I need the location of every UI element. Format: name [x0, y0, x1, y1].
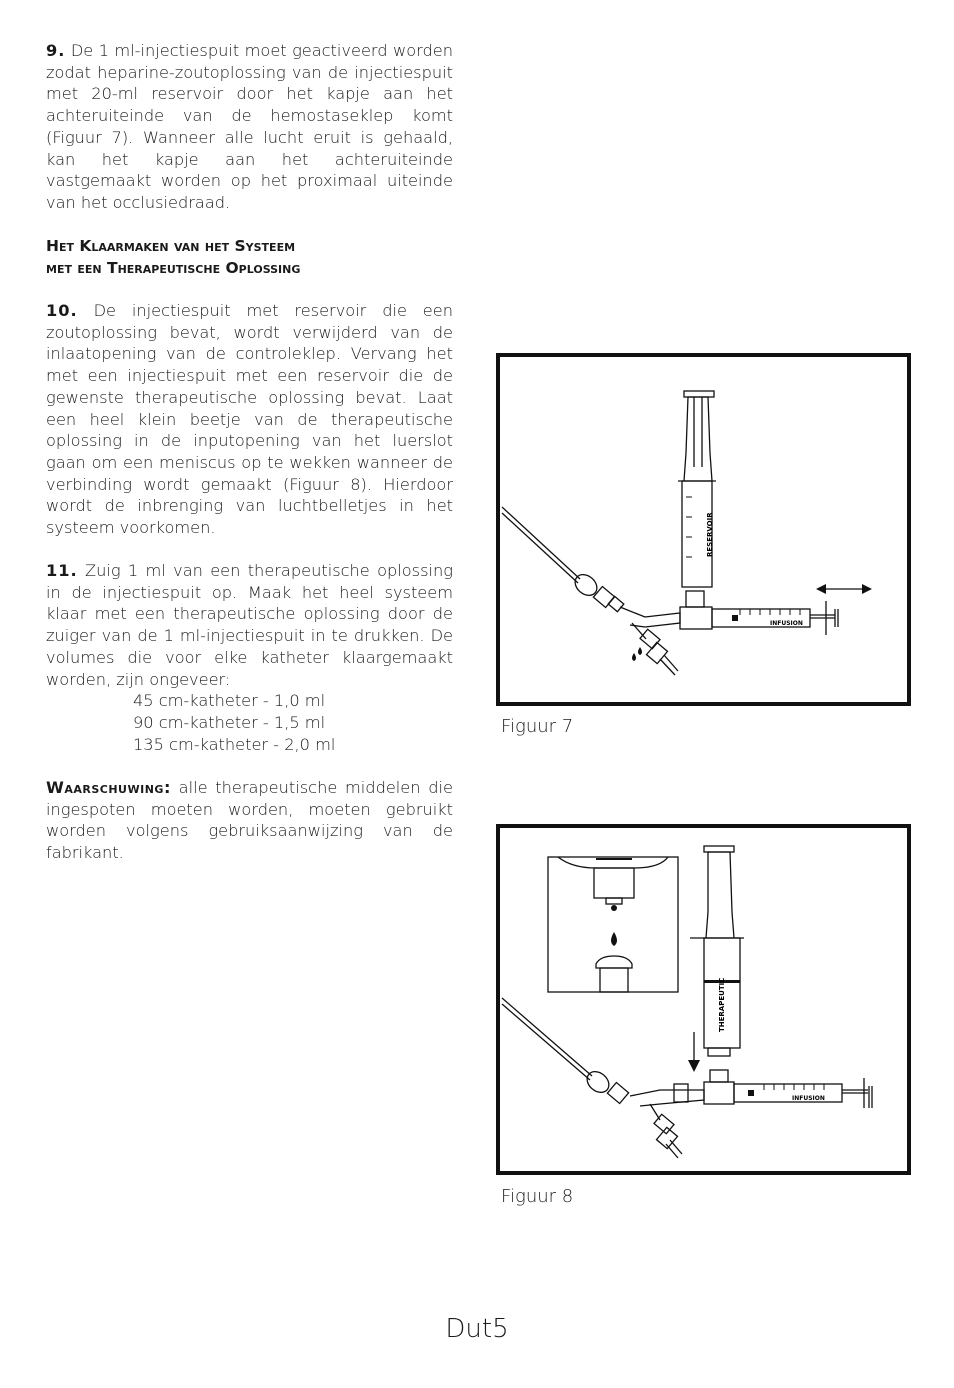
infusion-label-fig7: INFUSION — [770, 620, 803, 627]
heading-line-2: met een Therapeutische Oplossing — [46, 258, 301, 277]
section-heading — [46, 236, 453, 279]
volume-item: 90 cm-katheter - 1,5 ml — [133, 712, 326, 732]
step-10-number: 10. — [46, 301, 78, 320]
step-10-block — [46, 300, 453, 539]
warning-title: Waarschuwing: — [46, 778, 171, 797]
step-9 — [46, 40, 453, 214]
warning-block — [46, 777, 453, 864]
step-11-block — [46, 560, 453, 755]
warning-text: alle therapeutische middelen die ingespoten moeten worden, moeten gebruikt worden volgens gebruiksaanwijzing van de fabrikant. — [46, 778, 453, 863]
figure-7-frame — [496, 353, 911, 706]
figure-7-caption: Figuur 7 — [501, 716, 574, 737]
step-10 — [46, 300, 453, 539]
figure-8-caption: Figuur 8 — [501, 1186, 574, 1207]
step-9-text: De 1 ml-injectiespuit moet geactiveerd worden zodat heparine-zoutoplossing van de injectiespuit met 20-ml reservoir door het kapje aan het achteruiteinde van de hemostaseklep komt (Figuur 7). Wanneer alle lucht eruit is gehaald, kan het kapje aan het achteruiteinde vastgemaakt worden op het proximaal uiteinde van het occlusiedraad. — [46, 41, 453, 212]
warning — [46, 777, 453, 864]
volume-item: 45 cm-katheter - 1,0 ml — [133, 691, 326, 711]
reservoir-label: RESERVOIR — [706, 512, 714, 557]
infusion-label-fig8: INFUSION — [792, 1095, 825, 1102]
step-11-number: 11. — [46, 561, 78, 580]
figure-7-illustration — [500, 357, 907, 702]
step-9-number: 9. — [46, 41, 66, 60]
heading-line-1: Het Klaarmaken van het Systeem — [46, 237, 296, 255]
therapeutic-label: THERAPEUTIC — [718, 977, 726, 1032]
text-column — [46, 40, 453, 214]
step-11-text: Zuig 1 ml van een therapeutische oplossing in de injectiespuit op. Maak het heel systeem klaar met een therapeutische oplossing door de zuiger van de 1 ml-injectiespuit in te drukken. De volumes die voor elke katheter klaargemaakt worden, zijn ongeveer: — [46, 561, 453, 689]
figure-8-frame — [496, 824, 911, 1175]
volume-item: 135 cm-katheter - 2,0 ml — [133, 734, 336, 754]
step-10-text: De injectiespuit met reservoir die een zoutoplossing bevat, wordt verwijderd van de inlaatopening van de controleklep. Vervang het met een injectiespuit met een reservoir die de gewenste therapeutische oplossing bevat. Laat een heel klein beetje van de therapeutische oplossing in de inputopening van het luerslot gaan om een meniscus op te wekken wanneer de verbinding wordt gemaakt (Figuur 8). Hierdoor wordt de inbrenging van luchtbelletjes in het systeem voorkomen. — [46, 301, 453, 538]
page-number: Dut5 — [445, 1314, 509, 1344]
figure-8-illustration — [500, 828, 907, 1171]
step-11 — [46, 560, 453, 690]
